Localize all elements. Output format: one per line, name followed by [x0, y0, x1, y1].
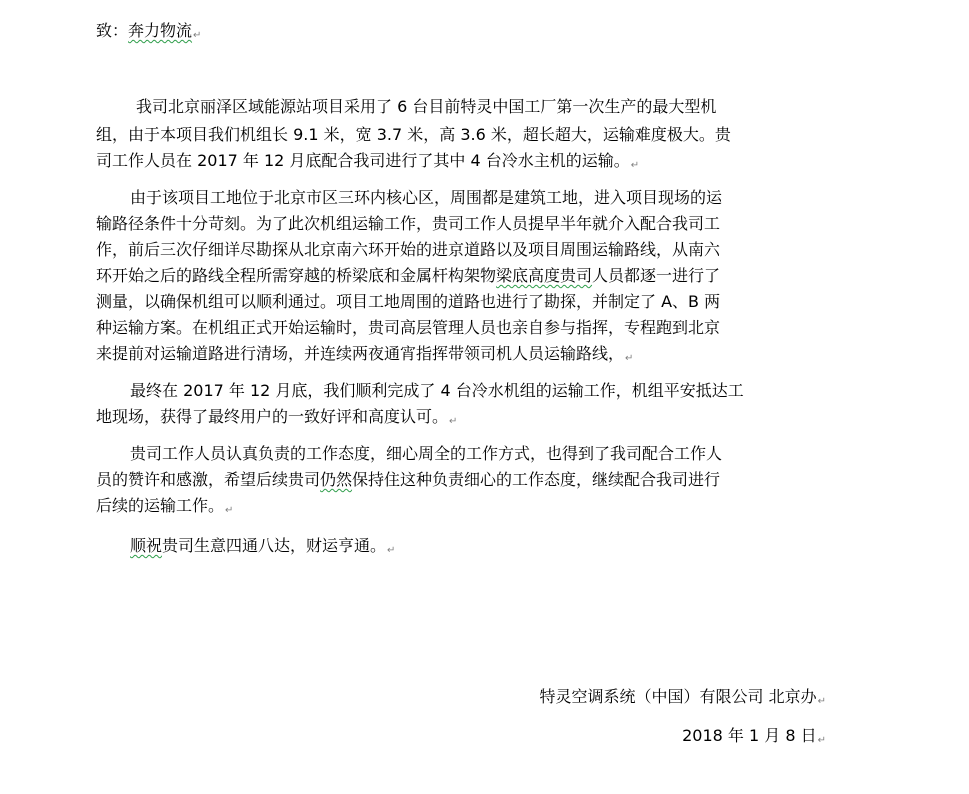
signature-date-text: 2018 年 1 月 8 日	[682, 726, 817, 745]
signature-company-text: 特灵空调系统（中国）有限公司 北京办	[539, 687, 817, 706]
salutation	[96, 20, 201, 47]
p1-line-1: 我司北京丽泽区域能源站项目采用了 6 台目前特灵中国工厂第一次生产的最大型机	[136, 97, 717, 116]
paragraph-mark: ↵	[193, 30, 202, 41]
p2-line-4	[96, 265, 720, 287]
closing-b: 贵司生意四通八达，财运亨通。	[162, 536, 387, 555]
p2-line-4-b: 梁底高度贵司	[496, 266, 593, 285]
p2-line-2: 输路径条件十分苛刻。为了此次机组运输工作，贵司工作人员提早半年就介入配合我司工	[96, 214, 721, 233]
p2-line-4-c: 人员都逐一进行了	[592, 266, 721, 285]
paragraph-mark: ↵	[449, 416, 458, 427]
signature-date	[682, 725, 826, 752]
paragraph-mark: ↵	[817, 735, 826, 746]
p4-line-2-a: 员的赞许和感激，希望后续贵司	[96, 470, 321, 489]
p2-line-7	[96, 343, 633, 370]
p2-line-6: 种运输方案。在机组正式开始运输时，贵司高层管理人员也亲自参与指挥，专程跑到北京	[96, 318, 721, 337]
p2-line-5: 测量，以确保机组可以顺利通过。项目工地周围的道路也进行了勘探，并制定了 A、B 两	[96, 292, 721, 311]
paragraph-mark: ↵	[225, 505, 234, 516]
paragraph-mark: ↵	[387, 545, 396, 556]
p2-line-7-text: 来提前对运输道路进行清场，并连续两夜通宵指挥带领司机人员运输路线，	[96, 344, 625, 363]
p2-line-3: 作，前后三次仔细详尽勘探从北京南六环开始的进京道路以及项目周围运输路线，从南六	[96, 240, 721, 259]
signature-company	[540, 686, 826, 713]
closing-a: 顺祝	[130, 536, 163, 555]
p4-line-2-c: 保持住这种负责细心的工作态度，继续配合我司进行	[352, 470, 721, 489]
p4-line-2-b: 仍然	[320, 470, 353, 489]
p2-line-4-a: 环开始之后的路线全程所需穿越的桥梁底和金属杆构架物	[96, 266, 497, 285]
p1-line-2: 组，由于本项目我们机组长 9.1 米，宽 3.7 米，高 3.6 米，超长超大，运输难度极大。贵	[96, 125, 731, 144]
paragraph-mark: ↵	[630, 160, 640, 171]
salutation-name: 奔力物流	[128, 21, 193, 40]
p1-line-3-text: 司工作人员在 2017 年 12 月底配合我司进行了其中 4 台冷水主机的运输。	[96, 151, 630, 170]
p4-line-3-text: 后续的运输工作。	[96, 496, 225, 515]
p4-line-3	[96, 495, 233, 522]
p3-line-2	[96, 406, 457, 433]
p1-line-3	[96, 150, 639, 177]
p3-line-1: 最终在 2017 年 12 月底，我们顺利完成了 4 台冷水机组的运输工作，机组平安抵达工	[130, 381, 744, 400]
paragraph-mark: ↵	[817, 696, 826, 707]
p4-line-2	[96, 469, 720, 491]
salutation-prefix: 致：	[96, 21, 129, 40]
p3-line-2-text: 地现场，获得了最终用户的一致好评和高度认可。	[96, 407, 449, 426]
p4-line-1: 贵司工作人员认真负责的工作态度，细心周全的工作方式，也得到了我司配合工作人	[130, 444, 723, 463]
paragraph-mark: ↵	[625, 353, 634, 364]
closing-line	[130, 535, 395, 562]
p2-line-1: 由于该项目工地位于北京市区三环内核心区，周围都是建筑工地，进入项目现场的运	[130, 188, 723, 207]
